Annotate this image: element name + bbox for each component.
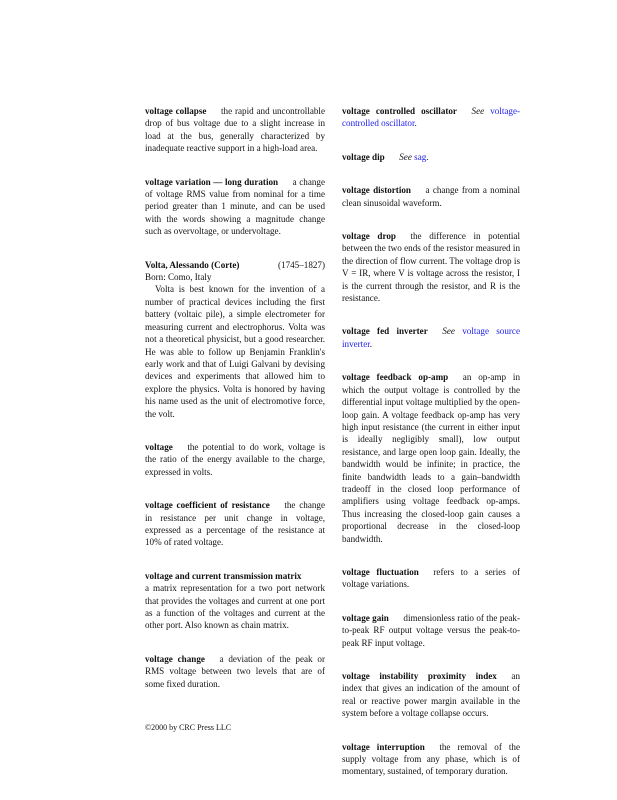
entry-term: voltage coefficient of resistance bbox=[145, 500, 270, 511]
entry-voltage-dip bbox=[342, 151, 520, 163]
entry-transmission-matrix bbox=[145, 570, 325, 632]
entry-definition: the potential to do work, voltage is the ratio of the energy available to the charge, expressed in volts. bbox=[145, 441, 325, 477]
entry-term: voltage and current transmission matrix bbox=[145, 570, 302, 581]
entry-term: voltage dip bbox=[342, 151, 385, 162]
copyright-footer: ©2000 by CRC Press LLC bbox=[145, 723, 232, 732]
entry-voltage-fed-inverter bbox=[342, 325, 520, 350]
entry-dates: (1745–1827) bbox=[278, 259, 325, 270]
entry-term: voltage interruption bbox=[342, 741, 425, 752]
entry-term: voltage bbox=[145, 441, 173, 452]
right-column bbox=[342, 105, 520, 799]
entry-born: Born: Como, Italy bbox=[145, 272, 212, 283]
entry-term: voltage instability proximity index bbox=[342, 671, 497, 681]
entry-term: voltage distortion bbox=[342, 185, 411, 196]
entry-voltage-change bbox=[145, 653, 325, 690]
entry-voltage-gain bbox=[342, 612, 520, 649]
entry-term: voltage controlled oscillator bbox=[342, 106, 457, 116]
entry-voltage-interruption bbox=[342, 741, 520, 778]
cross-reference-link[interactable]: voltage-controlled oscillator bbox=[342, 106, 521, 129]
punctuation: . bbox=[414, 118, 417, 129]
entry-voltage-distortion bbox=[342, 184, 520, 209]
entry-definition: dimensionless ratio of the peak-to-peak RF output voltage versus the peak-to-peak RF input voltage. bbox=[342, 612, 520, 648]
entry-term: voltage variation — long duration bbox=[145, 176, 279, 187]
entry-definition: a change from a nominal clean sinusoidal waveform. bbox=[342, 185, 520, 208]
entry-definition: refers to a series of voltage variations. bbox=[342, 566, 520, 590]
entry-definition: an op-amp in which the output voltage is controlled by the differential input voltage multiplied by the open-loop gain. A voltage feedback op-amp has very high input resistance (the current in either input is ideally negligibly small), low output resistance, and large open loop gain. Ideally, the bandwidth would be infinite; in practice, the finite bandwidth leads to a gain–bandwidth tradeoff in the closed loop performance of amplifiers using voltage feedback op-amps. Thus increasing the closed-loop gain causes a proportional decrease in the closed-loop bandwidth. bbox=[342, 372, 520, 544]
entry-term: voltage fluctuation bbox=[342, 566, 419, 577]
entry-voltage bbox=[145, 441, 325, 478]
see-label: See bbox=[399, 151, 412, 162]
entry-definition: the change in resistance per unit change in voltage, expressed as a percentage of the resistance at 10% of rated voltage. bbox=[145, 500, 325, 548]
left-column bbox=[145, 105, 325, 711]
entry-term: voltage feedback op-amp bbox=[342, 372, 449, 383]
entry-voltage-drop bbox=[342, 230, 520, 304]
entry-term: Volta, Alessando (Corte) bbox=[145, 259, 240, 270]
entry-definition: the removal of the supply voltage from any phase, which is of momentary, sustained, of temporary duration. bbox=[342, 741, 520, 777]
punctuation: . bbox=[426, 151, 429, 162]
entry-voltage-feedback-op-amp bbox=[342, 371, 520, 545]
entry-vco bbox=[342, 105, 520, 130]
entry-voltage-coefficient bbox=[145, 499, 325, 549]
entry-term: voltage gain bbox=[342, 612, 389, 623]
entry-voltage-collapse bbox=[145, 105, 325, 155]
cross-reference-link[interactable]: sag bbox=[414, 151, 427, 162]
entry-voltage-fluctuation bbox=[342, 566, 520, 591]
punctuation: . bbox=[369, 338, 373, 349]
entry-definition: an index that gives an indication of the amount of real or reactive power margin available in the system before a voltage collapse occurs. bbox=[342, 671, 520, 719]
entry-definition: a change of voltage RMS value from nominal for a time period greater than 1 minute, and can be used with the words showing a magnitude change such as overvoltage, or undervoltage. bbox=[145, 176, 325, 237]
entry-definition: a deviation of the peak or RMS voltage between two levels that are of some fixed duration. bbox=[145, 653, 325, 689]
entry-definition: the difference in potential between the two ends of the resistor measured in the direction of flow current. The voltage drop is V = IR, where V is voltage across the resistor, I is the current through the resistor, and R is the resistance. bbox=[342, 231, 520, 304]
entry-definition: the rapid and uncontrollable drop of bus voltage due to a slight increase in load at the bus, generally characterized by inadequate reactive support in a high-load area. bbox=[145, 106, 325, 154]
entry-biography: Volta is best known for the invention of a number of practical devices including the first battery (voltaic pile), a simple electrometer for measuring current and electrophorus. Volta was not a theoretical physicist, but a good researcher. He was able to follow up Benjamin Franklin's early work and that of Luigi Galvani by devising devices and experiments that allowed him to explore the physics. Volta is honored by having his name used as the unit of electromotive force, the volt. bbox=[145, 284, 325, 419]
entry-volta bbox=[145, 259, 325, 420]
entry-term: voltage collapse bbox=[145, 106, 207, 116]
entry-voltage-instability bbox=[342, 670, 520, 720]
see-label: See bbox=[471, 106, 485, 116]
see-label: See bbox=[442, 326, 455, 337]
entry-definition: a matrix representation for a two port network that provides the voltages and current at one port as a function of the voltages and current at the other port. Also known as chain matrix. bbox=[145, 583, 325, 631]
entry-term: voltage fed inverter bbox=[342, 326, 428, 337]
entry-term: voltage change bbox=[145, 653, 205, 664]
entry-voltage-variation bbox=[145, 176, 325, 238]
cross-reference-link[interactable]: voltage source inverter bbox=[342, 326, 520, 349]
entry-term: voltage drop bbox=[342, 231, 396, 242]
